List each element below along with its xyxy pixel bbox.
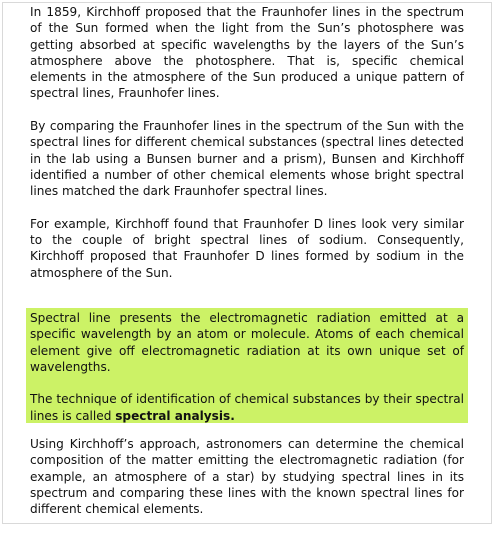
spectral-analysis-prefix: The technique of identification of chemical substances by their spectral lines is called xyxy=(30,392,464,423)
document-body xyxy=(30,4,464,297)
paragraph-kirchhoff-approach: Using Kirchhoff’s approach, astronomers can determine the chemical composition of the matter emitting the electromagnetic radiation (for example, an atmosphere of a star) by studying spectral lines in its spectrum and comparing these lines with the known spectral lines for different chemical elements. xyxy=(30,437,464,517)
paragraph-spectral-line-definition: Spectral line presents the electromagnetic radiation emitted at a specific wavelength by an atom or molecule. Atoms of each chemical element give off electromagnetic radiation at its own unique set of wavelengths. xyxy=(30,311,464,374)
paragraph-bunsen-kirchhoff: By comparing the Fraunhofer lines in the spectrum of the Sun with the spectral lines for different chemical substances (spectral lines detected in the lab using a Bunsen burner and a prism), Bunsen and Kirchhoff identified a number of other chemical elements whose bright spectral lines matched the dark Fraunhofer spectral lines. xyxy=(30,119,464,199)
paragraph-kirchhoff-approach-wrapper xyxy=(30,436,464,534)
paragraph-kirchhoff-1859: In 1859, Kirchhoff proposed that the Fraunhofer lines in the spectrum of the Sun formed when the light from the Sun’s photosphere was getting absorbed at specific wavelengths by the layers of the Sun’s atmosphere above the photosphere. That is, specific chemical elements in the atmosphere of the Sun produced a unique pattern of spectral lines, Fraunhofer lines. xyxy=(30,5,464,101)
spectral-analysis-term: spectral analysis. xyxy=(115,408,235,423)
definition-content xyxy=(30,310,464,440)
paragraph-fraunhofer-d-lines: For example, Kirchhoff found that Fraunhofer D lines look very similar to the couple of bright spectral lines of sodium. Consequently, Kirchhoff proposed that Fraunhofer D lines formed by sodium in the atmosphere of the Sun. xyxy=(30,216,464,280)
paragraph-spectral-analysis-definition xyxy=(30,391,464,424)
